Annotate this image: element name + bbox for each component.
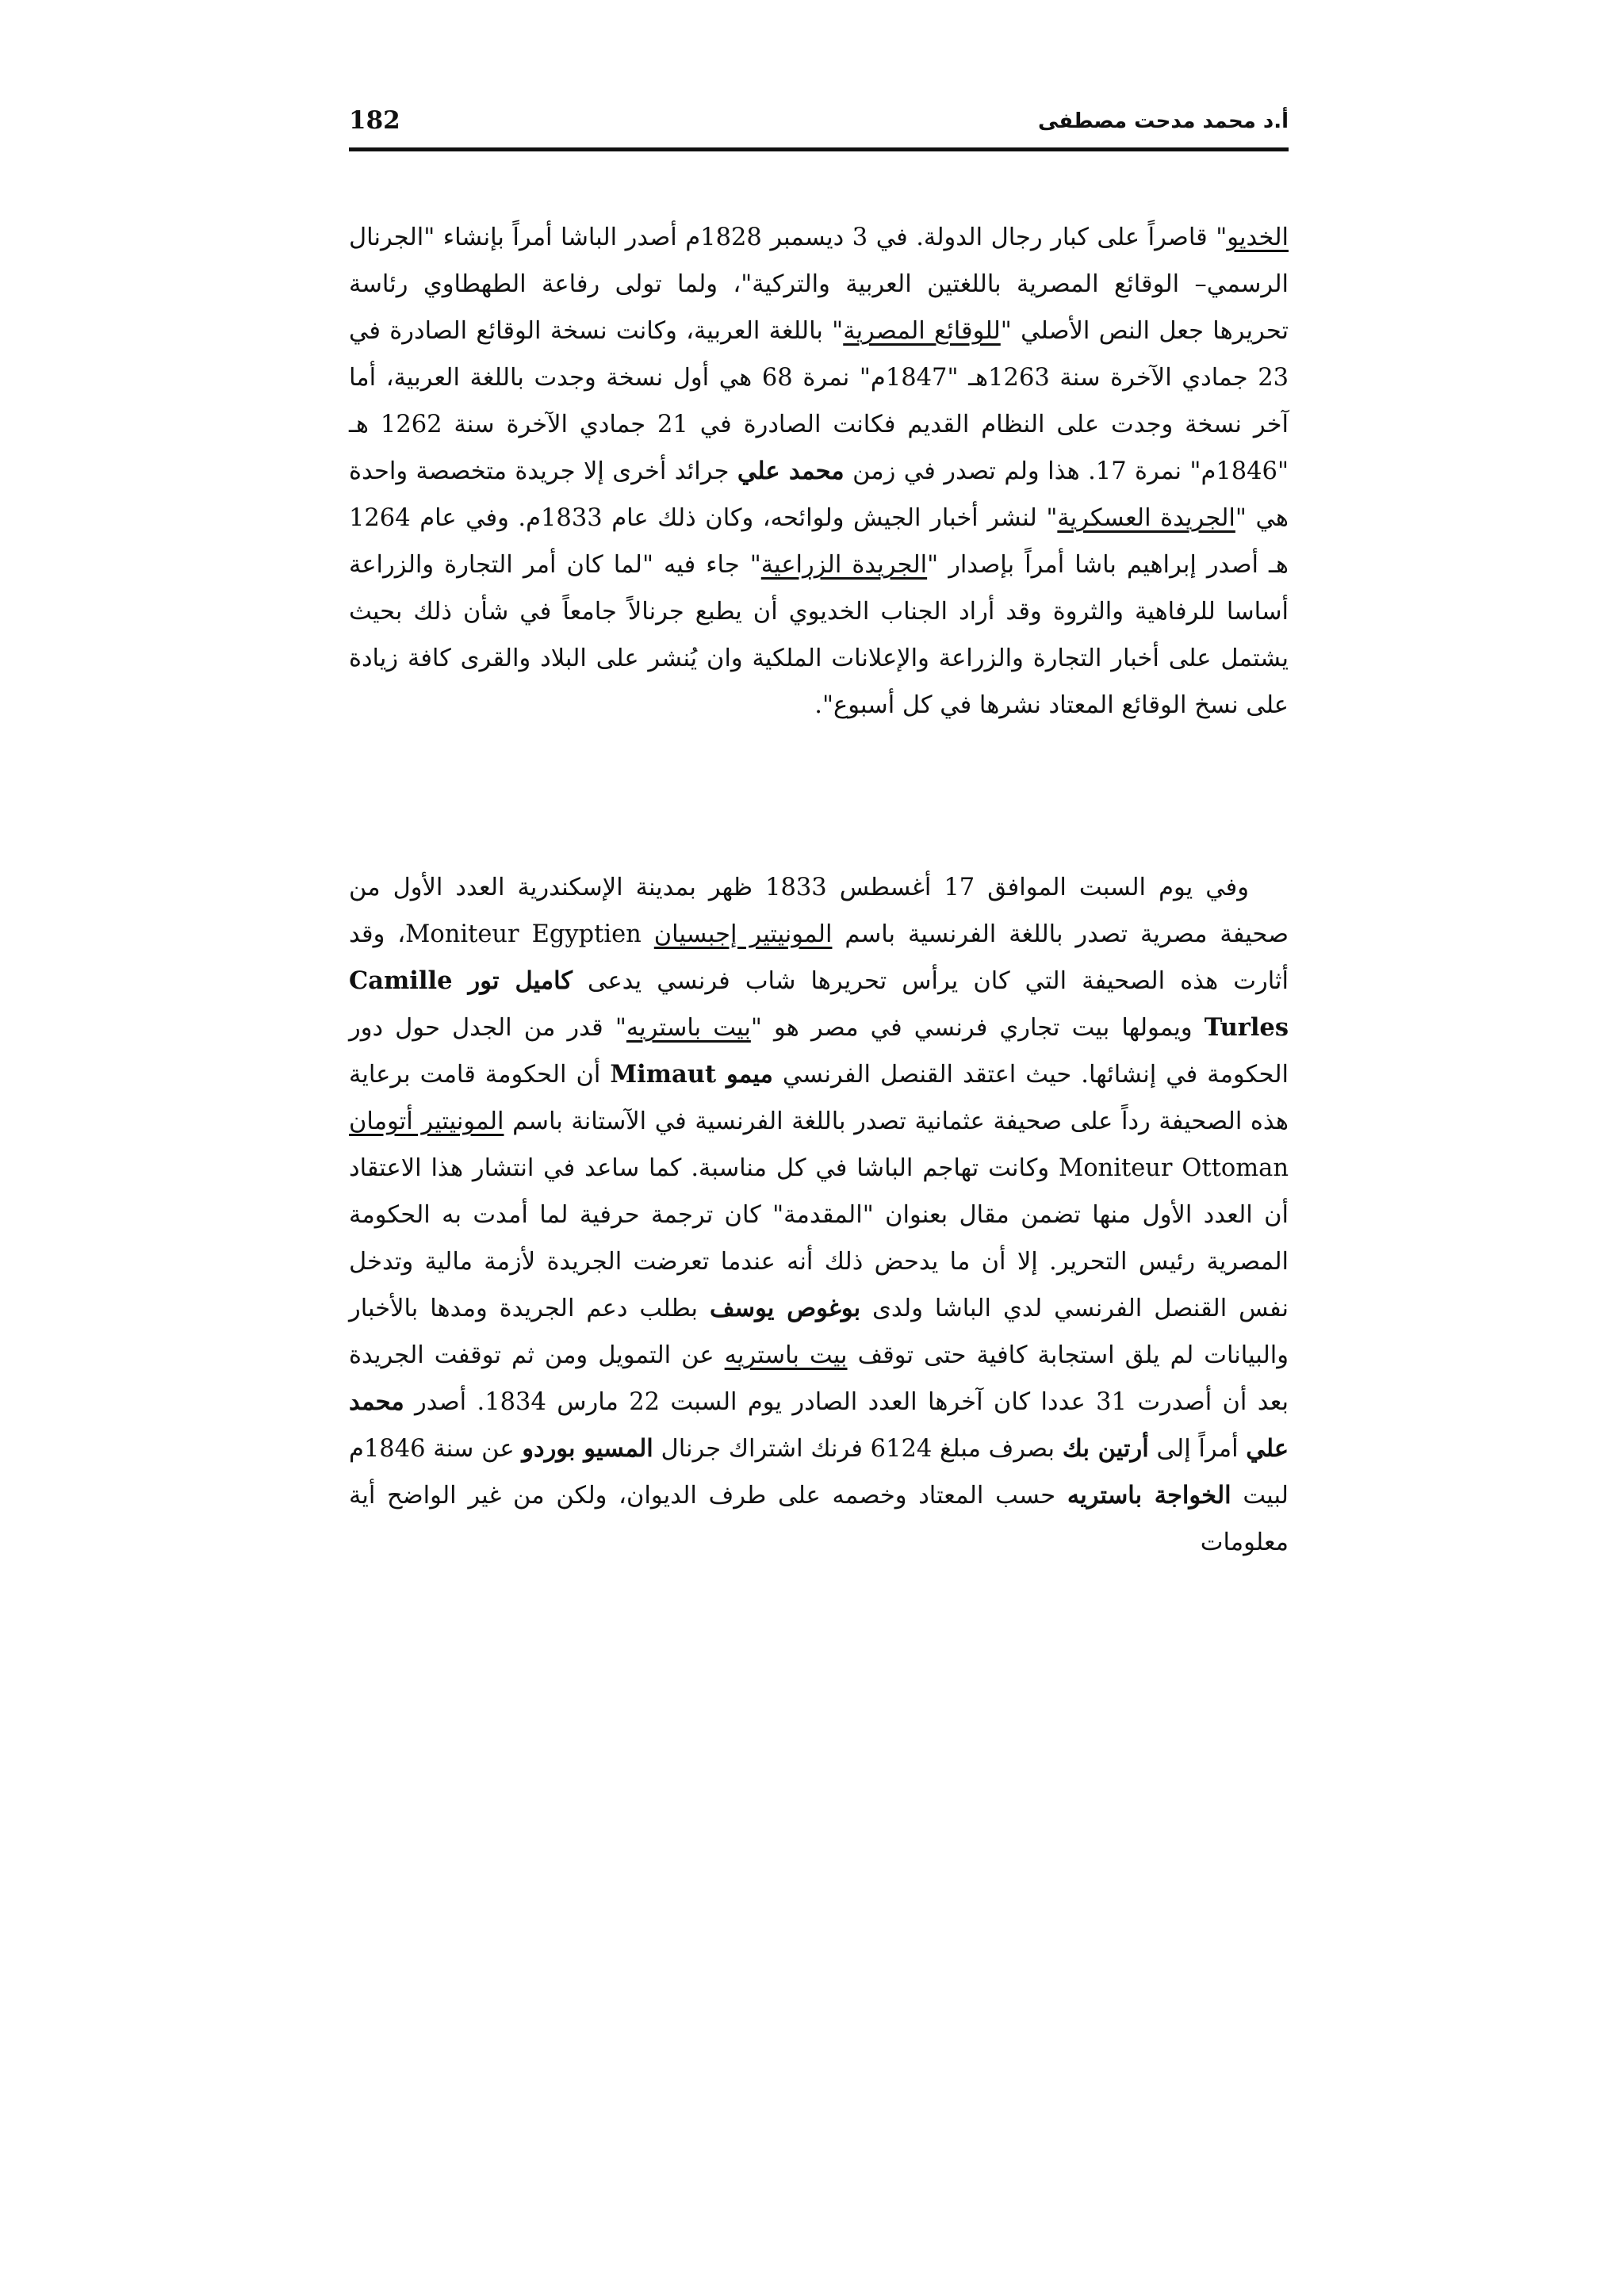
text-run: عن سنة 1846م لبيت [349, 1435, 1289, 1510]
running-header-author: أ.د محمد مدحت مصطفى [1037, 109, 1289, 133]
text-run: عن التمويل ومن ثم توقفت الجريدة بعد أن أصدرت 31 عددا كان آخرها العدد الصادر يوم السبت 22 مارس 1834. أصدر [349, 1341, 1289, 1416]
bold-name: الخواجة باستريه [1067, 1481, 1231, 1510]
text-run: " قدر من الجدل حول دور الحكومة في إنشائها. حيث اعتقد القنصل الفرنسي [349, 1014, 1289, 1089]
text-run: " جاء فيه "لما كان أمر التجارة والزراعة أساسا للرفاهية والثروة وقد أراد الجناب الخديوي أن يطبع جرنالاً جامعاً في شأن ذلك بحيث يشتمل على أخبار التجارة والزراعة والإعلانات الملكية وان يُنشر على البلاد والقرى كافة زيادة على نسخ الوقائع المعتاد نشرها في كل أسبوع". [349, 551, 1289, 719]
text-run: " لنشر أخبار الجيش ولوائحه، وكان ذلك عام 1833م. وفي عام 1264 هـ أصدر إبراهيم باشا أمراً بإصدار " [349, 504, 1289, 579]
text-run: حسب المعتاد وخصمه على طرف الديوان، ولكن من غير الواضح أية معلومات [349, 1482, 1289, 1556]
body-paragraph-1 [349, 214, 1289, 729]
text-run: " باللغة العربية، وكانت نسخة الوقائع الصادرة في 23 جمادي الآخرة سنة 1263هـ "1847م" نمرة 68 هي أول نسخة وجدت باللغة العربية، أما آخر نسخة وجدت على النظام القديم فكانت الصادرة في 21 جمادي الآخرة سنة 1262 هـ "1846م" نمرة 17. هذا ولم تصدر في زمن [349, 317, 1289, 485]
text-run: وفي يوم السبت الموافق 17 أغسطس 1833 ظهر بمدينة الإسكندرية العدد الأول من صحيفة مصرية تصدر باللغة الفرنسية باسم [349, 874, 1289, 948]
underlined-term: الجريدة العسكرية [1057, 504, 1235, 532]
bold-name: بوغوص يوسف [709, 1294, 861, 1322]
underlined-term: الجريدة الزراعية [760, 551, 928, 579]
text-run: " قاصراً على كبار رجال الدولة. في 3 ديسمبر 1828م أصدر الباشا أمراً بإنشاء "الجرنال الرسمي– الوقائع المصرية باللغتين العربية والتركية"، ولما تولى رفاعة الطهطاوي رئاسة تحريرها جعل النص الأصلي " [349, 224, 1289, 345]
bold-name: ميمو Mimaut [610, 1060, 773, 1089]
underlined-term: الخديو [1227, 224, 1289, 251]
body-paragraph-2 [349, 864, 1289, 1566]
bold-name: كاميل تور Camille Turles [349, 966, 1289, 1042]
text-run: جرائد أخرى إلا جريدة متخصصة واحدة هي " [349, 457, 1289, 532]
bold-name: محمد علي [349, 1387, 1289, 1463]
underlined-term: بيت باستريه [724, 1341, 848, 1369]
text-run: Moniteur Egyptien، وقد أثارت هذه الصحيفة التي كان يرأس تحريرها شاب فرنسي يدعى [349, 920, 1289, 995]
text-run: ويمولها بيت تجاري فرنسي في مصر هو " [750, 1014, 1205, 1042]
text-run: Moniteur Ottoman وكانت تهاجم الباشا في كل مناسبة. كما ساعد في انتشار هذا الاعتقاد أن العدد الأول منها تضمن مقال بعنوان "المقدمة" كان ترجمة حرفية لما أمدت به الحكومة المصرية رئيس التحرير. إلا أن ما يدحض ذلك أنه عندما تعرضت الجريدة لأزمة مالية وتدخل نفس القنصل الفرنسي لدي الباشا ولدى [349, 1154, 1289, 1322]
underlined-term: المونيتير إجبسيان [653, 920, 833, 948]
underlined-term: المونيتير أتومان [349, 1108, 504, 1135]
text-run: أمراً إلى [1148, 1435, 1247, 1463]
text-run: بطلب دعم الجريدة ومدها بالأخبار والبيانات لم يلق استجابة كافية حتى توقف [349, 1295, 1289, 1369]
underlined-term: للوقائع المصرية [843, 317, 1001, 345]
text-run: بصرف مبلغ 6124 فرنك اشتراك جرنال [653, 1435, 1063, 1463]
underlined-term: بيت باستريه [626, 1014, 751, 1042]
bold-name: المسيو بوردو [522, 1434, 653, 1463]
page-number: 182 [349, 106, 400, 135]
bold-name: أرتين بك [1062, 1434, 1149, 1463]
text-run: أن الحكومة قامت برعاية هذه الصحيفة رداً على صحيفة عثمانية تصدر باللغة الفرنسية في الآستانة باسم [349, 1061, 1289, 1135]
bold-name: محمد علي [737, 457, 845, 485]
page-header [349, 103, 1289, 151]
